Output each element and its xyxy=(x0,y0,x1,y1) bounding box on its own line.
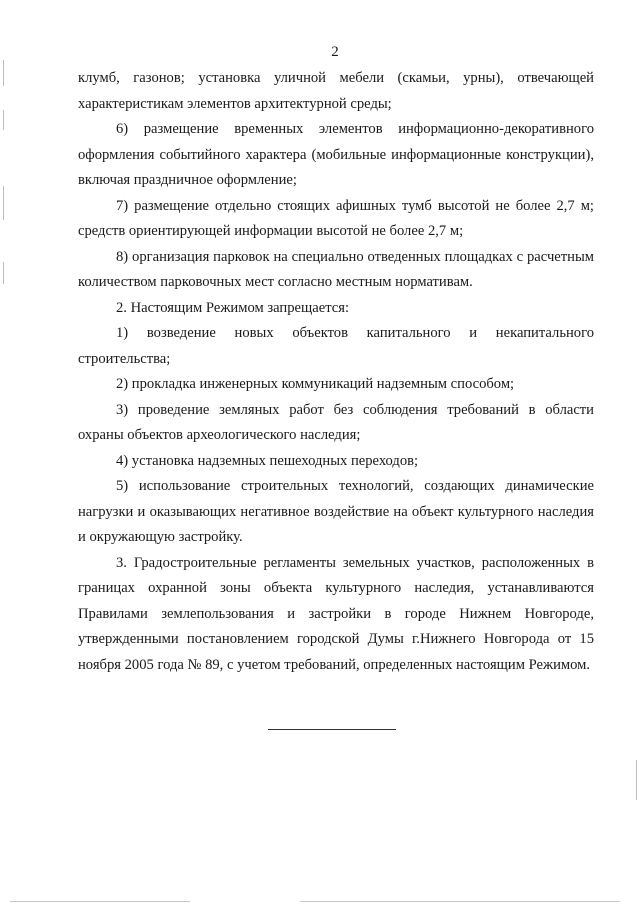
paragraph-10: 5) использование строительных технологий, создающих динамические нагрузки и оказывающих негативное воздействие на объект культурного наследия и окружающую застройку. xyxy=(78,478,594,545)
scan-edge-mark xyxy=(3,110,4,130)
paragraph-4: 8) организация парковок на специально отведенных площадках с расчетным количеством парковочных мест согласно местным нормативам. xyxy=(78,248,594,290)
document-body xyxy=(78,66,594,678)
paragraph-11: 3. Градостроительные регламенты земельных участков, расположенных в границах охранной зоны объекта культурного наследия, устанавливаются Правилами землепользования и застройки в городе Нижнем Новгороде, утвержденными постановлением городской Думы г.Нижнего Новгорода от 15 ноября 2005 года № 89, с учетом требований, определенных настоящим Режимом. xyxy=(78,554,594,673)
scan-edge-mark xyxy=(3,60,4,86)
paragraph-7: 2) прокладка инженерных коммуникаций надземным способом; xyxy=(116,376,515,392)
paragraph-9: 4) установка надземных пешеходных переходов; xyxy=(116,452,419,469)
scan-edge-mark xyxy=(3,186,4,220)
page-number: 2 xyxy=(331,44,339,60)
paragraph-1: клумб, газонов; установка уличной мебели (скамьи, урны), отвечающей характеристикам элементов архитектурной среды; xyxy=(78,70,594,112)
scan-bottom-edge xyxy=(10,901,190,902)
scan-edge-mark xyxy=(3,262,4,284)
scan-bottom-edge xyxy=(300,901,620,902)
paragraph-5: 2. Настоящим Режимом запрещается: xyxy=(116,299,349,316)
paragraph-8: 3) проведение земляных работ без соблюдения требований в области охраны объектов археологического наследия; xyxy=(78,401,594,443)
scan-edge-mark xyxy=(636,760,637,800)
paragraph-2: 6) размещение временных элементов информационно-декоративного оформления событийного характера (мобильные информационные конструкции), включая праздничное оформление; xyxy=(78,121,594,188)
paragraph-6: 1) возведение новых объектов капитального и некапитального строительства; xyxy=(78,325,594,367)
end-divider xyxy=(268,729,396,730)
paragraph-3: 7) размещение отдельно стоящих афишных тумб высотой не более 2,7 м; средств ориентирующей информации высотой не более 2,7 м; xyxy=(78,197,594,239)
